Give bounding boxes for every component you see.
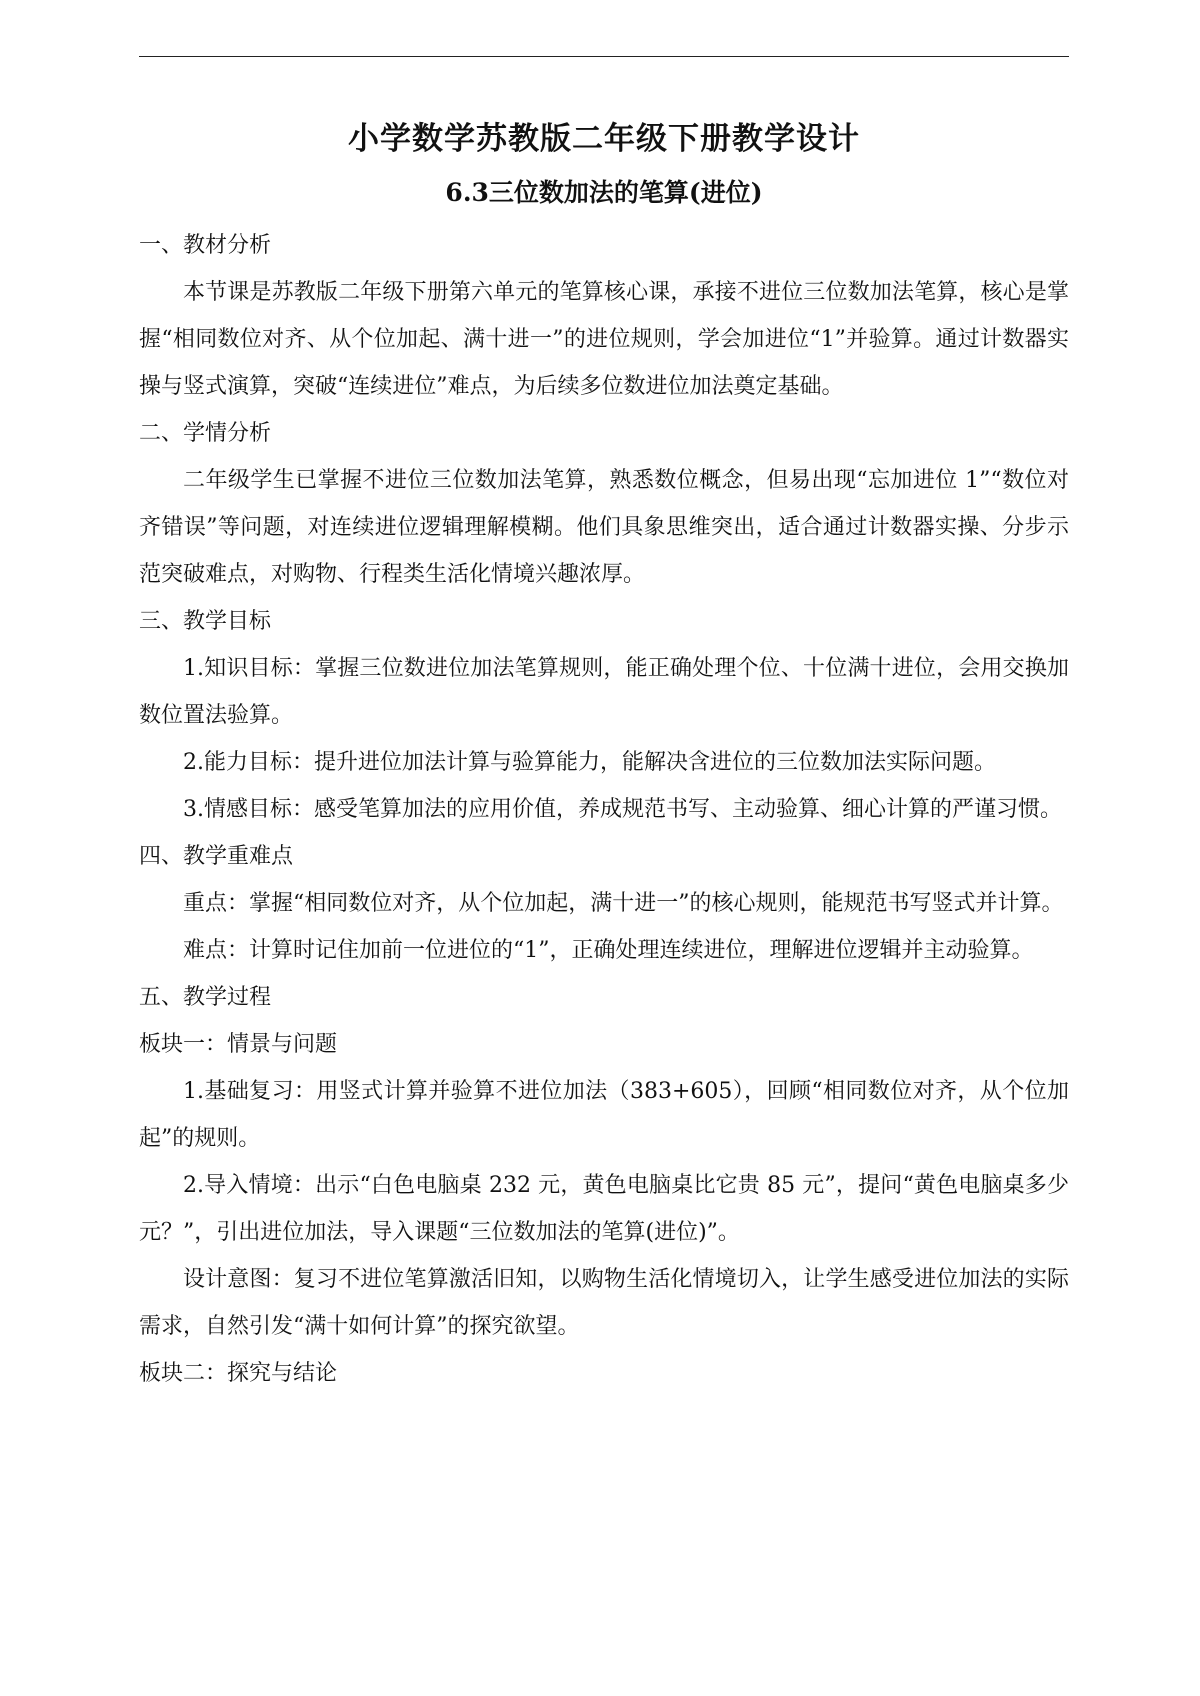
goal-emotion: 3.情感目标：感受笔算加法的应用价值，养成规范书写、主动验算、细心计算的严谨习惯。 — [183, 797, 1062, 822]
section-heading-teaching-goals: 三、教学目标 — [139, 609, 272, 634]
section-heading-textbook-analysis: 一、教材分析 — [139, 233, 272, 258]
header-rule — [139, 56, 1069, 57]
document-title: 小学数学苏教版二年级下册教学设计 — [348, 121, 860, 157]
document-page — [139, 110, 1069, 1397]
process-item-review: 1.基础复习：用竖式计算并验算不进位加法（383+605），回顾“相同数位对齐，从个位加起”的规则。 — [139, 1079, 1069, 1151]
paragraph-key-point: 重点：掌握“相同数位对齐，从个位加起，满十进一”的核心规则，能规范书写竖式并计算。 — [183, 891, 1064, 916]
section-heading-student-analysis: 二、学情分析 — [139, 421, 272, 446]
section-heading-teaching-process: 五、教学过程 — [139, 985, 272, 1010]
goal-ability: 2.能力目标：提升进位加法计算与验算能力，能解决含进位的三位数加法实际问题。 — [183, 750, 996, 775]
section-heading-key-difficult-points: 四、教学重难点 — [139, 844, 294, 869]
design-intent: 设计意图：复习不进位笔算激活旧知，以购物生活化情境切入，让学生感受进位加法的实际需求，自然引发“满十如何计算”的探究欲望。 — [139, 1267, 1069, 1339]
paragraph-difficult-point: 难点：计算时记住加前一位进位的“1”，正确处理连续进位，理解进位逻辑并主动验算。 — [183, 938, 1034, 963]
process-item-introduction: 2.导入情境：出示“白色电脑桌 232 元，黄色电脑桌比它贵 85 元”，提问“黄色电脑桌多少元？”，引出进位加法，导入课题“三位数加法的笔算(进位)”。 — [139, 1173, 1069, 1245]
paragraph-textbook-analysis: 本节课是苏教版二年级下册第六单元的笔算核心课，承接不进位三位数加法笔算，核心是掌握“相同数位对齐、从个位加起、满十进一”的进位规则，学会加进位“1”并验算。通过计数器实操与竖式演算，突破“连续进位”难点，为后续多位数进位加法奠定基础。 — [139, 280, 1069, 399]
block-heading-situation-problem: 板块一：情景与问题 — [139, 1032, 338, 1057]
goal-knowledge: 1.知识目标：掌握三位数进位加法笔算规则，能正确处理个位、十位满十进位，会用交换加数位置法验算。 — [139, 656, 1069, 728]
paragraph-student-analysis: 二年级学生已掌握不进位三位数加法笔算，熟悉数位概念，但易出现“忘加进位 1”“数位对齐错误”等问题，对连续进位逻辑理解模糊。他们具象思维突出，适合通过计数器实操、分步示范突破难点，对购物、行程类生活化情境兴趣浓厚。 — [139, 468, 1069, 587]
block-heading-explore-conclude: 板块二：探究与结论 — [139, 1361, 338, 1386]
document-subtitle: 6.3三位数加法的笔算(进位) — [445, 178, 763, 207]
